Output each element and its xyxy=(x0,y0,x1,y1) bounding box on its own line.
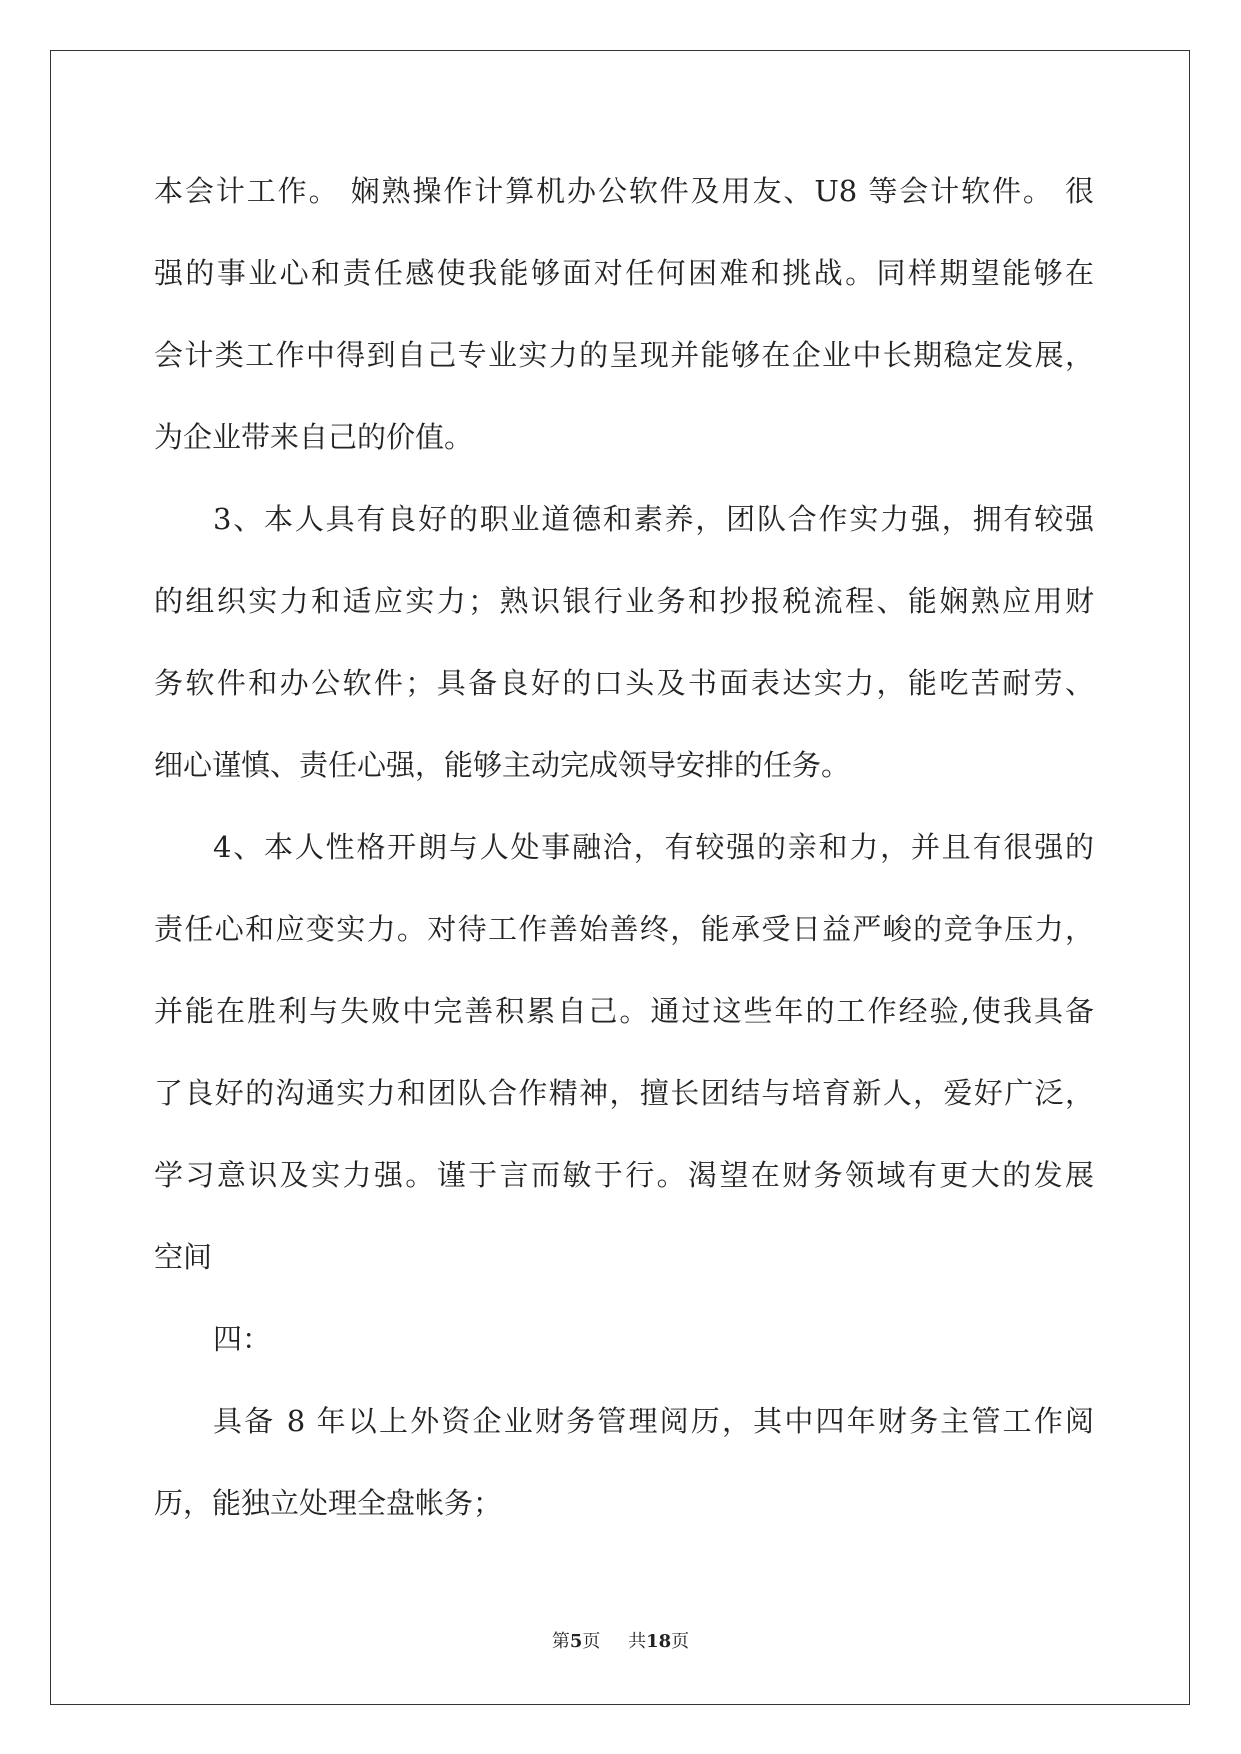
paragraph-3-first-line: 3、本人具有良好的职业道德和素养，团队合作实力强，拥有较强 xyxy=(213,502,1094,536)
page-footer xyxy=(0,1628,1241,1656)
page-suffix: 页 xyxy=(582,1631,601,1652)
text-line: 务软件和办公软件；具备良好的口头及书面表达实力，能吃苦耐劳、 xyxy=(154,666,1094,700)
total-prefix: 共 xyxy=(628,1631,647,1652)
text-line: 为企业带来自己的价值。 xyxy=(154,420,474,454)
page-number: 5 xyxy=(569,1631,583,1652)
text-line: 本会计工作。 娴熟操作计算机办公软件及用友、U8 等会计软件。 很 xyxy=(154,174,1094,208)
text-line: 学习意识及实力强。谨于言而敏于行。渴望在财务领域有更大的发展 xyxy=(154,1158,1094,1192)
document-body xyxy=(154,150,1094,1544)
total-pages: 18 xyxy=(646,1631,672,1652)
paragraph-4-first-line: 4、本人性格开朗与人处事融洽，有较强的亲和力，并且有很强的 xyxy=(213,830,1094,864)
section-heading: 四： xyxy=(213,1322,272,1356)
text-line: 会计类工作中得到自己专业实力的呈现并能够在企业中长期稳定发展， xyxy=(154,338,1094,372)
page-prefix: 第 xyxy=(551,1631,570,1652)
text-line: 细心谨慎、责任心强，能够主动完成领导安排的任务。 xyxy=(154,748,851,782)
text-line: 历，能独立处理全盘帐务； xyxy=(154,1486,503,1520)
total-suffix: 页 xyxy=(671,1631,690,1652)
text-line: 并能在胜利与失败中完善积累自己。通过这些年的工作经验,使我具备 xyxy=(154,994,1094,1028)
total-pages-indicator xyxy=(628,1631,689,1652)
text-line: 责任心和应变实力。对待工作善始善终，能承受日益严峻的竞争压力， xyxy=(154,912,1094,946)
section-first-line: 具备 8 年以上外资企业财务管理阅历，其中四年财务主管工作阅 xyxy=(213,1404,1094,1438)
page-indicator xyxy=(552,1631,601,1652)
text-line: 空间 xyxy=(154,1240,213,1274)
text-line: 了良好的沟通实力和团队合作精神，擅长团结与培育新人，爱好广泛， xyxy=(154,1076,1094,1110)
text-line: 的组织实力和适应实力；熟识银行业务和抄报税流程、能娴熟应用财 xyxy=(154,584,1094,618)
text-line: 强的事业心和责任感使我能够面对任何困难和挑战。同样期望能够在 xyxy=(154,256,1094,290)
